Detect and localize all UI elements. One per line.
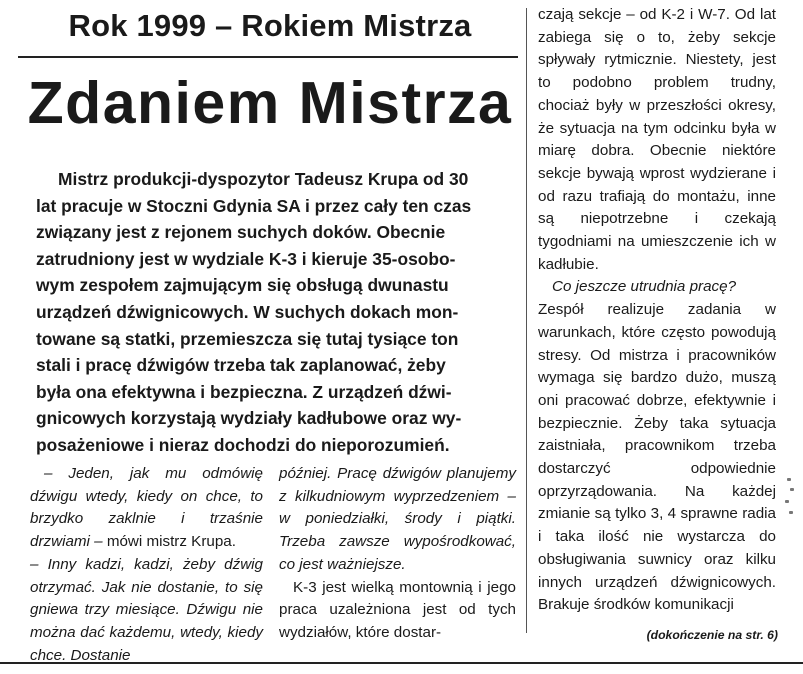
lead-line: lat pracuje w Stoczni Gdynia SA i przez cały ten czas bbox=[36, 195, 472, 216]
body-paragraph: K-3 jest wielką montownią i jego praca uzależniona jest od tych wydziałów, które dostar- bbox=[279, 578, 516, 641]
lead-line: stali i pracę dźwigów trzeba tak zaplanować, żeby bbox=[36, 355, 446, 376]
quote-text: – Jeden, jak mu odmówię dźwigu wtedy, kiedy on chce, to brzydko zaklnie i trzaśnie drzwiami – bbox=[30, 465, 263, 551]
body-paragraph: czają sekcje – od K-2 i W-7. Od lat zabiega się o to, żeby sekcje spływały rytmicznie. Niestety, jest to podobno problem trudny, chociaż były w przeszłości okresy, że sytuacja na tym odcinku była w miarę dobra. Obecnie niektóre sekcje bywają wprost wydzierane i od razu trafiają do montażu, inne są niepotrzebne i czekają tygodniami na umieszczenie ich w kadłubie. bbox=[538, 6, 776, 273]
lead-line: posażeniowe i nieraz dochodzi do nieporozumień. bbox=[36, 434, 450, 455]
body-paragraph bbox=[30, 463, 263, 554]
section-kicker: Rok 1999 – Rokiem Mistrza bbox=[68, 8, 472, 43]
column-divider bbox=[526, 8, 527, 633]
footer-rule bbox=[0, 662, 803, 664]
lead-line: urządzeń dźwignicowych. W suchych dokach mon- bbox=[36, 301, 459, 322]
lead-line: była ona efektywna i bezpieczna. Z urządzeń dźwi- bbox=[36, 381, 452, 402]
header-rule bbox=[18, 56, 518, 58]
attribution-text: mówi mistrz Krupa. bbox=[102, 533, 236, 551]
lead-line: Mistrz produkcji-dyspozytor Tadeusz Krupa od 30 bbox=[58, 169, 469, 189]
scan-marks bbox=[781, 478, 795, 518]
lead-line: związany jest z rejonem suchych doków. Obecnie bbox=[36, 222, 446, 243]
lead-line: zatrudniony jest w wydziale K-3 i kieruje 35-osobo- bbox=[36, 248, 456, 269]
article-lead bbox=[36, 166, 518, 459]
body-column-1 bbox=[30, 463, 263, 667]
interview-question: Co jeszcze utrudnia pracę? bbox=[552, 278, 737, 296]
body-paragraph: Zespół realizuje zadania w warunkach, które często powodują stresy. Od mistrza i pracowników wymaga się bardzo dużo, muszą oni pracować dobrze, efektywnie i bezpiecznie. Żeby taka sytuacja zaistniała, pracownikom trzeba dostarczyć odpowiednie oprzyrządowania. Na każdej zmianie są tylko 3, 4 sprawne radia i taka ilość nie wystarcza do obsługiwania suwnicy oraz kilku innych urządzeń dźwignicowych. Brakuje środków komunikacji bbox=[538, 301, 776, 614]
lead-line: towane są statki, przemieszcza się tutaj tysiące ton bbox=[36, 328, 459, 349]
body-column-3 bbox=[538, 4, 776, 617]
body-column-2 bbox=[279, 463, 516, 645]
quote-paragraph: później. Pracę dźwigów planujemy z kilkudniowym wyprzedzeniem – w poniedziałki, środy i piątki. Trzeba zawsze wypośrodkować, co jest ważniejsze. bbox=[279, 465, 516, 573]
quote-paragraph: – Inny kadzi, kadzi, żeby dźwig otrzymać. Jak nie dostanie, to się gniewa trzy miesiące. Dźwigu nie można dać każdemu, wtedy, kiedy chce. Dostanie bbox=[30, 555, 263, 664]
lead-line: wym zespołem zajmującym się obsługą dwunastu bbox=[36, 275, 449, 296]
lead-line: gnicowych korzystają wydziały kadłubowe oraz wy- bbox=[36, 408, 462, 429]
article-title: Zdaniem Mistrza bbox=[27, 70, 513, 136]
continuation-note: (dokończenie na str. 6) bbox=[646, 628, 778, 642]
